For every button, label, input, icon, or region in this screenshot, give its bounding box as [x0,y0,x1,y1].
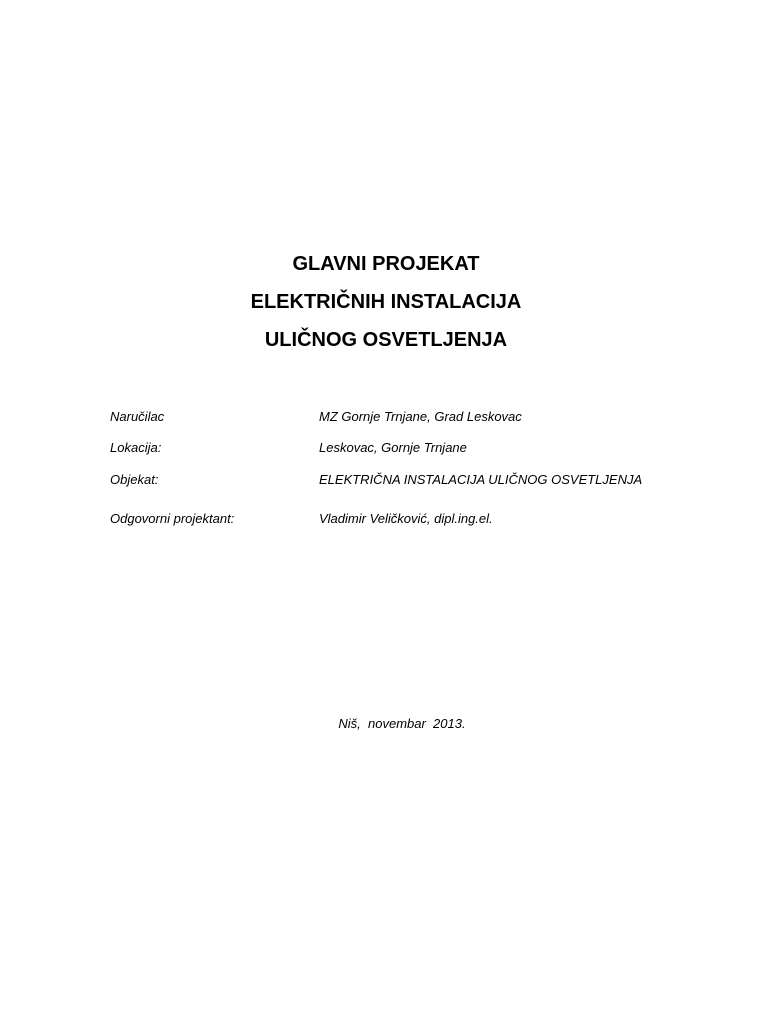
title-line-2: ELEKTRIČNIH INSTALACIJA [250,291,522,313]
designer-label: Odgovorni projektant: [110,511,235,526]
designer-value: Vladimir Veličković, dipl.ing.el. [319,511,493,526]
title-line-3: ULIČNOG OSVETLJENJA [264,329,508,351]
place-and-date: Niš, novembar 2013. [338,716,466,731]
title-line-1: GLAVNI PROJEKAT [292,253,480,275]
client-value: MZ Gornje Trnjane, Grad Leskovac [319,409,522,424]
info-row-location [0,439,768,457]
info-row-object [0,471,768,489]
object-value: ELEKTRIČNA INSTALACIJA ULIČNOG OSVETLJENJA [319,472,643,487]
location-value: Leskovac, Gornje Trnjane [319,440,467,455]
client-label: Naručilac [110,409,165,424]
location-label: Lokacija: [110,440,162,455]
object-label: Objekat: [110,472,159,487]
info-row-client [0,408,768,426]
info-row-designer [0,510,768,528]
